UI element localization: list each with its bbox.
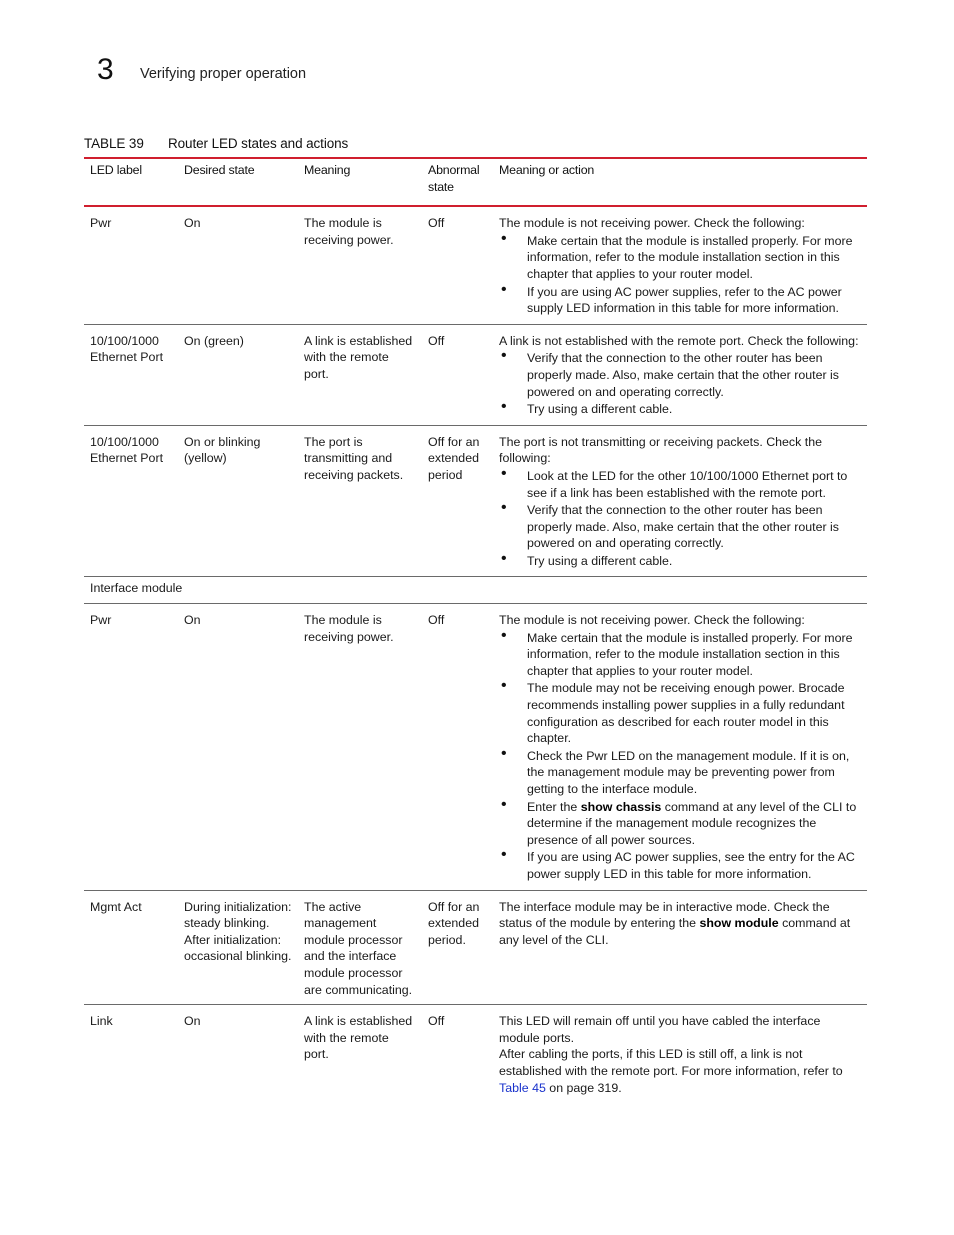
action-text: on page 319. <box>545 1080 622 1095</box>
action-intro: The module is not receiving power. Check the following: <box>499 216 805 231</box>
cell-led-label: Mgmt Act <box>90 899 142 914</box>
table-row <box>84 425 867 577</box>
bullet-item: • Make certain that the module is installed properly. For more information, refer to the module installation section in this chapter that applies to your router model. <box>499 233 861 283</box>
bullet-item: • The module may not be receiving enough power. Brocade recommends installing power supplies in a fully redundant configuration as described for each router model in this chapter. <box>499 680 861 746</box>
action-paragraph: This LED will remain off until you have cabled the interface module ports. <box>499 1014 821 1045</box>
cli-command: show module <box>699 916 779 931</box>
chapter-title: Verifying proper operation <box>140 66 307 82</box>
bullet-item: • Look at the LED for the other 10/100/1000 Ethernet port to see if a link has been established with the remote port. <box>499 468 861 501</box>
cell-meaning-or-action <box>493 604 867 891</box>
cell-desired-state: On or blinking (yellow) <box>184 434 261 466</box>
cell-desired-state: During initialization: steady blinking. After initialization: occasional blinking. <box>184 899 292 964</box>
action-bullet-list <box>499 233 861 317</box>
action-text: command at any level of the CLI. <box>499 916 851 947</box>
action-bullet-list <box>499 350 861 417</box>
cell-meaning-or-action <box>493 324 867 425</box>
cell-abnormal-state: Off <box>428 333 445 348</box>
action-bullet-list <box>499 468 861 570</box>
section-row <box>84 577 867 604</box>
cell-led-label: Pwr <box>90 613 112 628</box>
bullet-item <box>499 799 861 849</box>
bullet-item: • Try using a different cable. <box>499 553 861 570</box>
table-row <box>84 206 867 324</box>
bullet-item: • If you are using AC power supplies, refer to the AC power supply LED information in this table for more information. <box>499 284 861 317</box>
table-row <box>84 604 867 891</box>
column-header-abnormal-state: Abnormal state <box>428 163 480 194</box>
cell-meaning-or-action <box>493 1005 867 1102</box>
section-label: Interface module <box>90 581 183 596</box>
led-states-table <box>84 157 867 1102</box>
bullet-item: • Verify that the connection to the other router has been properly made. Also, make certain that the other router is powered on and operating correctly. <box>499 350 861 400</box>
table-45-link[interactable]: Table 45 <box>499 1080 546 1095</box>
cell-abnormal-state: Off for an extended period <box>428 434 480 482</box>
action-intro: The port is not transmitting or receiving packets. Check the following: <box>499 434 822 466</box>
bullet-text: Enter the <box>527 799 581 814</box>
action-text: After cabling the ports, if this LED is still off, a link is not established with the remote port. For more information, refer to <box>499 1047 843 1078</box>
cell-abnormal-state: Off <box>428 216 445 231</box>
column-header-meaning-or-action: Meaning or action <box>499 163 595 177</box>
table-header-row <box>84 158 867 206</box>
cell-meaning: The port is transmitting and receiving packets. <box>304 434 404 482</box>
action-paragraph <box>499 1046 861 1096</box>
table-caption <box>84 135 348 153</box>
bullet-item: • Check the Pwr LED on the management module. If it is on, the management module may be preventing power from getting to the interface module. <box>499 748 861 798</box>
table-row <box>84 1005 867 1102</box>
cell-desired-state: On <box>184 1014 201 1029</box>
cell-abnormal-state: Off <box>428 613 445 628</box>
table-row <box>84 324 867 425</box>
cell-led-label: 10/100/1000 Ethernet Port <box>90 333 164 365</box>
cell-desired-state: On <box>184 216 201 231</box>
chapter-number: 3 <box>97 53 114 86</box>
cell-meaning: The active management module processor and the interface module processor are communicating. <box>304 899 413 997</box>
action-bullet-list <box>499 630 861 883</box>
cell-meaning-or-action <box>493 206 867 324</box>
cell-desired-state: On <box>184 613 201 628</box>
cell-meaning: A link is established with the remote port. <box>304 1014 413 1062</box>
cli-command: show chassis <box>580 799 662 814</box>
table-number: TABLE 39 <box>84 136 144 151</box>
cell-abnormal-state: Off <box>428 1014 445 1029</box>
bullet-text: command at any level of the CLI to determine if the management module recognizes the presence of all power sources. <box>527 799 857 847</box>
cell-meaning-or-action <box>493 890 867 1005</box>
column-header-meaning: Meaning <box>304 163 351 177</box>
action-text: The interface module may be in interactive mode. Check the status of the module by entering the <box>499 899 830 931</box>
cell-led-label: 10/100/1000 Ethernet Port <box>90 434 164 466</box>
table-title: Router LED states and actions <box>168 136 349 151</box>
bullet-item: • Try using a different cable. <box>499 401 861 418</box>
cell-meaning: The module is receiving power. <box>304 216 394 247</box>
bullet-item: • Verify that the connection to the other router has been properly made. Also, make certain that the other router is powered on and operating correctly. <box>499 502 861 552</box>
cell-meaning: The module is receiving power. <box>304 613 394 644</box>
cell-led-label: Link <box>90 1014 113 1029</box>
cell-desired-state: On (green) <box>184 333 244 348</box>
column-header-desired-state: Desired state <box>184 163 255 177</box>
cell-led-label: Pwr <box>90 216 112 231</box>
action-intro: The module is not receiving power. Check the following: <box>499 613 805 628</box>
cell-meaning-or-action <box>493 425 867 577</box>
led-table-wrapper <box>84 157 867 1102</box>
bullet-item: • Make certain that the module is installed properly. For more information, refer to the module installation section in this chapter that applies to your router model. <box>499 630 861 680</box>
bullet-item: • If you are using AC power supplies, see the entry for the AC power supply LED in this table for more information. <box>499 849 861 882</box>
action-intro: A link is not established with the remote port. Check the following: <box>499 333 859 348</box>
table-row <box>84 890 867 1005</box>
cell-meaning: A link is established with the remote port. <box>304 333 413 381</box>
cell-abnormal-state: Off for an extended period. <box>428 899 480 947</box>
column-header-led-label: LED label <box>90 163 142 177</box>
